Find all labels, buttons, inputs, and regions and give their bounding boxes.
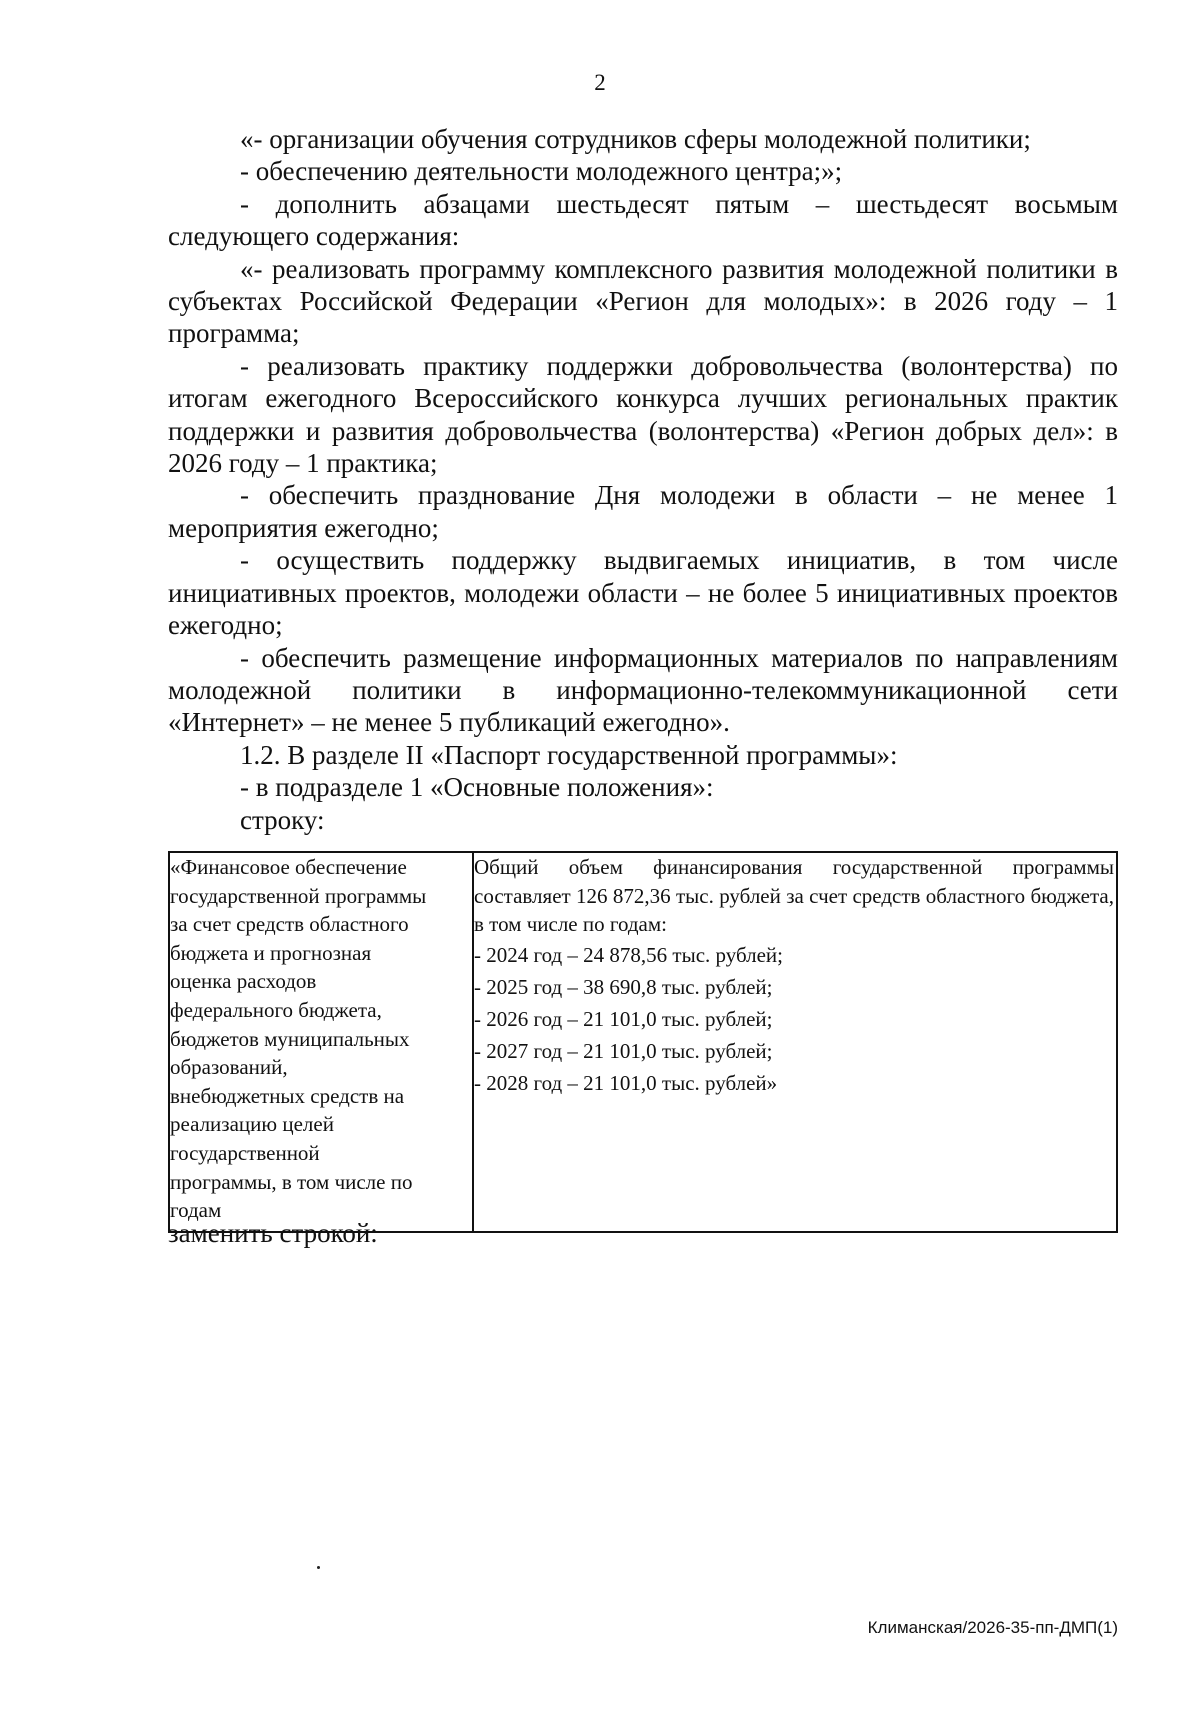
- paragraph: - обеспечить размещение информационных материалов по направлениям молодежной политики в информационно-телекоммуникационной сети «Интернет» – не менее 5 публикаций ежегодно».: [168, 642, 1118, 738]
- table-row: [169, 852, 1117, 1232]
- financing-total: Общий объем финансирования государственной программы составляет 126 872,36 тыс. рублей за счет средств областного бюджета, в том числе по годам:: [474, 855, 1114, 937]
- paragraph: - обеспечить празднование Дня молодежи в области – не менее 1 мероприятия ежегодно;: [168, 480, 1118, 543]
- financing-year-line: - 2028 год – 21 101,0 тыс. рублей»: [474, 1070, 778, 1095]
- financing-year-line: - 2024 год – 24 878,56 тыс. рублей;: [474, 942, 784, 967]
- passport-table: [168, 851, 1118, 1233]
- paragraph: «- организации обучения сотрудников сферы молодежной политики;: [240, 124, 1031, 154]
- paragraph: - обеспечению деятельности молодежного центра;»;: [240, 156, 843, 187]
- paragraph: - дополнить абзацами шестьдесят пятым – шестьдесят восьмым следующего содержания:: [168, 188, 1118, 252]
- label-line: внебюджетных средств на: [170, 1083, 405, 1108]
- label-line: государственной: [170, 1140, 320, 1165]
- section-heading: 1.2. В разделе II «Паспорт государственной программы»:: [240, 739, 898, 770]
- financing-year-line: - 2025 год – 38 690,8 тыс. рублей;: [474, 974, 773, 999]
- paragraph: - осуществить поддержку выдвигаемых инициатив, в том числе инициативных проектов, молодежи области – не более 5 инициативных проектов ежегодно;: [168, 545, 1118, 641]
- label-line: годам: [170, 1198, 222, 1223]
- label-line: бюджетов муниципальных: [170, 1026, 410, 1051]
- label-line: «Финансовое обеспечение: [170, 855, 407, 879]
- financing-year-line: - 2026 год – 21 101,0 тыс. рублей;: [474, 1006, 773, 1031]
- financing-year-line: - 2027 год – 21 101,0 тыс. рублей;: [474, 1038, 773, 1063]
- label-line: федерального бюджета,: [170, 997, 382, 1022]
- label-line: бюджета и прогнозная: [170, 940, 372, 965]
- label-line: образований,: [170, 1055, 288, 1080]
- document-body: [168, 123, 1118, 836]
- label-line: реализацию целей: [170, 1112, 334, 1137]
- closing-line: заменить строкой:: [168, 1218, 378, 1248]
- label-line: оценка расходов: [170, 969, 317, 994]
- document-reference: Климанская/2026-35-пп-ДМП(1): [867, 1618, 1118, 1637]
- label-line: государственной программы: [170, 883, 427, 908]
- label-line: программы, в том числе по: [170, 1169, 413, 1194]
- paragraph: - реализовать практику поддержки добровольчества (волонтерства) по итогам ежегодного Всероссийского конкурса лучших региональных практик поддержки и развития добровольчества (волонтерства) «Регион добрых дел»: в 2026 году – 1 практика;: [168, 350, 1118, 479]
- passport-table-wrapper: [168, 851, 1118, 1233]
- row-label: строку:: [240, 804, 325, 835]
- page-number: 2: [594, 70, 606, 95]
- scan-speck: [317, 1566, 320, 1569]
- label-line: за счет средств областного: [170, 912, 409, 937]
- subsection-heading: - в подразделе 1 «Основные положения»:: [240, 772, 714, 803]
- table-cell-value: [473, 852, 1117, 1232]
- paragraph: «- реализовать программу комплексного развития молодежной политики в субъектах Российской Федерации «Регион для молодых»: в 2026 году – 1 программа;: [168, 253, 1118, 349]
- table-cell-label: [169, 852, 473, 1232]
